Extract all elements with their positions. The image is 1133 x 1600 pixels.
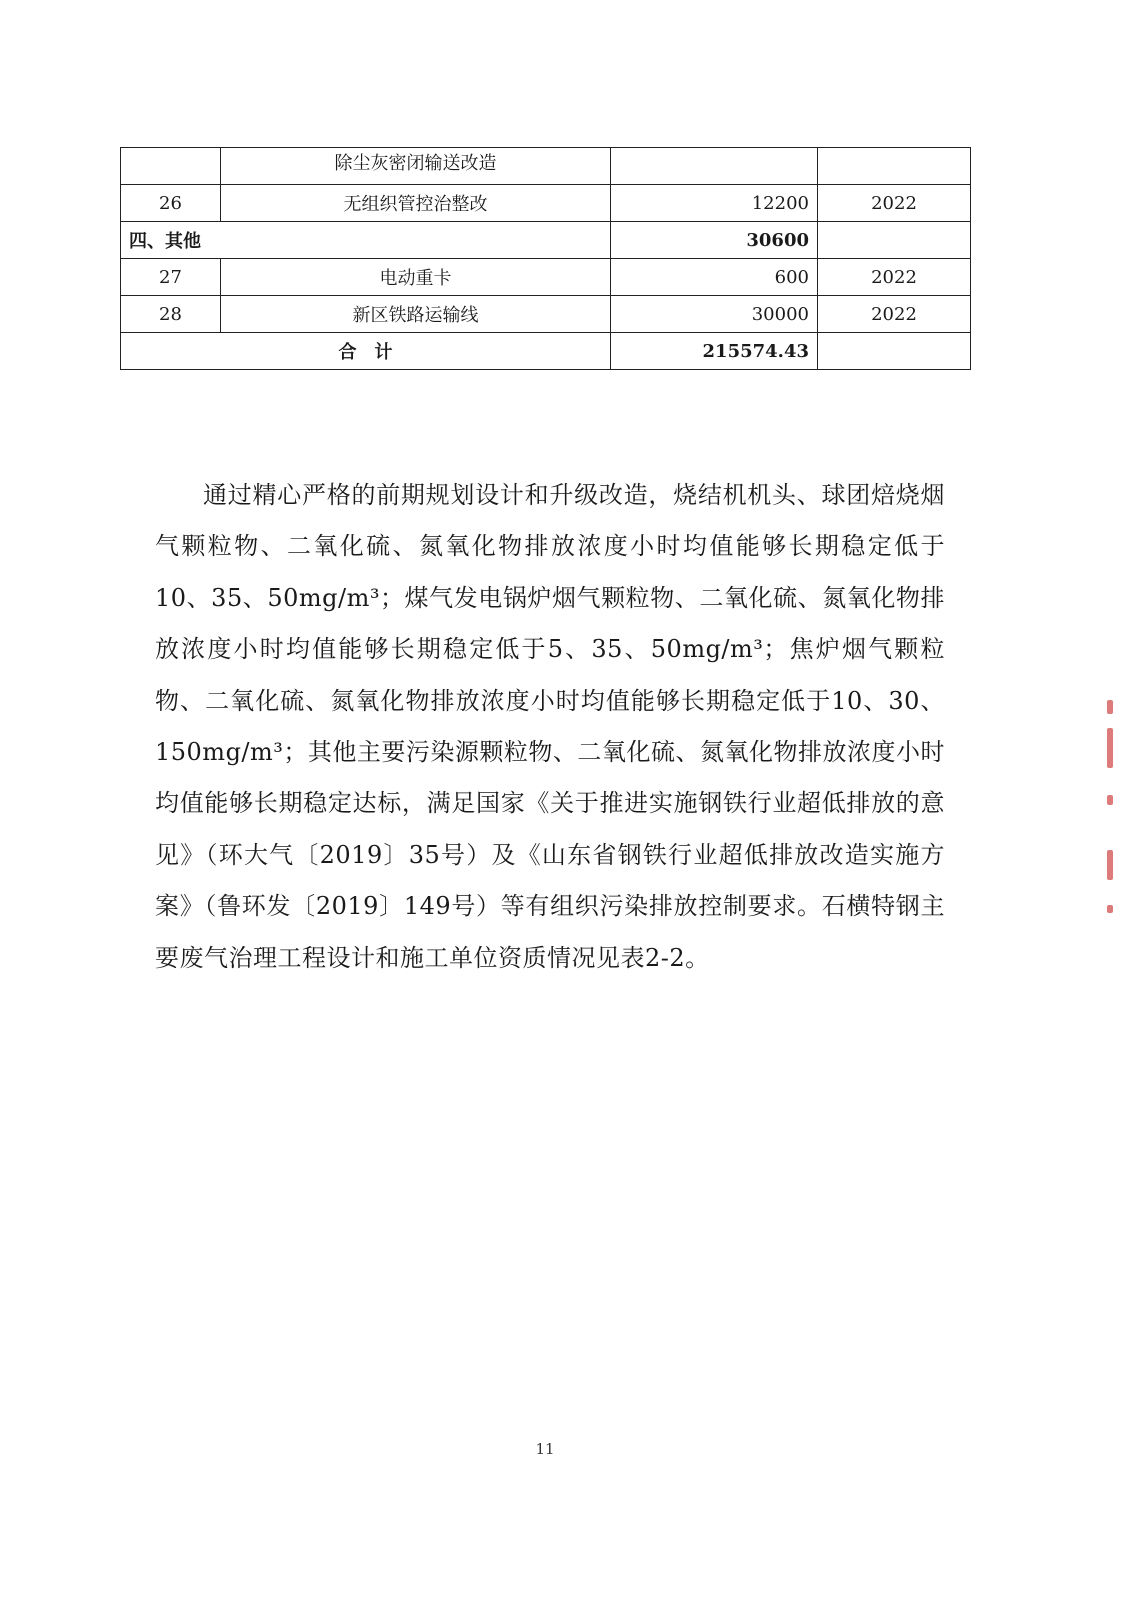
total-label-cell: 合 计	[121, 333, 611, 370]
year-cell	[818, 333, 971, 370]
table-row	[121, 185, 971, 222]
total-amount-cell: 215574.43	[611, 333, 818, 370]
year-cell: 2022	[818, 296, 971, 333]
table-row	[121, 296, 971, 333]
amount-cell: 12200	[611, 185, 818, 222]
project-investment-table	[120, 147, 971, 370]
table-row	[121, 148, 971, 185]
row-number-cell	[121, 148, 221, 185]
project-name-cell: 新区铁路运输线	[221, 296, 611, 333]
row-number-cell: 27	[121, 259, 221, 296]
project-name-text: 除尘灰密闭输送改造	[334, 153, 497, 174]
table-row	[121, 259, 971, 296]
row-number-cell: 26	[121, 185, 221, 222]
year-cell	[818, 148, 971, 185]
page-number: 11	[535, 1440, 555, 1458]
project-name-cell: 无组织管控治整改	[221, 185, 611, 222]
year-cell	[818, 222, 971, 259]
amount-cell	[611, 148, 818, 185]
project-name-cell: 电动重卡	[221, 259, 611, 296]
amount-cell: 600	[611, 259, 818, 296]
row-number-cell: 28	[121, 296, 221, 333]
year-cell: 2022	[818, 259, 971, 296]
table-total-row	[121, 333, 971, 370]
section-title-cell: 四、其他	[121, 222, 611, 259]
binding-stamp-marks	[1107, 700, 1119, 920]
table-section-row	[121, 222, 971, 259]
body-paragraph: 通过精心严格的前期规划设计和升级改造，烧结机机头、球团焙烧烟气颗粒物、二氧化硫、氮氧化物排放浓度小时均值能够长期稳定低于10、35、50mg/m³；煤气发电锅炉烟气颗粒物、二氧化硫、氮氧化物排放浓度小时均值能够长期稳定低于5、35、50mg/m³；焦炉烟气颗粒物、二氧化硫、氮氧化物排放浓度小时均值能够长期稳定低于10、30、150mg/m³；其他主要污染源颗粒物、二氧化硫、氮氧化物排放浓度小时均值能够长期稳定达标，满足国家《关于推进实施钢铁行业超低排放的意见》（环大气〔2019〕35号）及《山东省钢铁行业超低排放改造实施方案》（鲁环发〔2019〕149号）等有组织污染排放控制要求。石横特钢主要废气治理工程设计和施工单位资质情况见表2-2。	[155, 481, 945, 972]
project-name-cell	[221, 148, 611, 185]
year-cell: 2022	[818, 185, 971, 222]
amount-cell: 30000	[611, 296, 818, 333]
section-amount-cell: 30600	[611, 222, 818, 259]
